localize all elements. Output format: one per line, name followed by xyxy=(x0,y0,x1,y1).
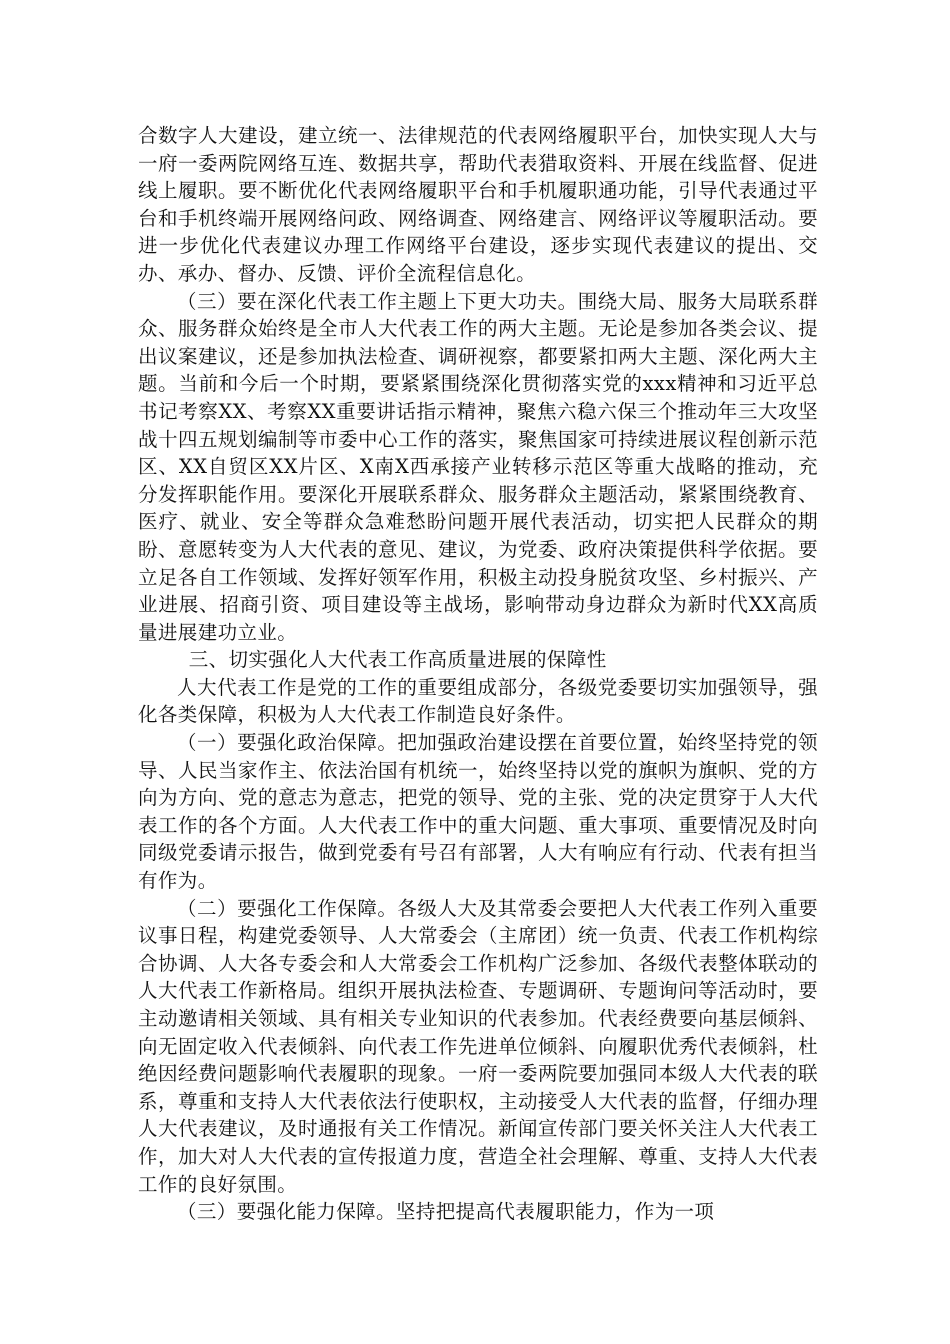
paragraph-work-guarantee: （二）要强化工作保障。各级人大及其常委会要把人大代表工作列入重要议事日程，构建党委领导、人大常委会（主席团）统一负责、代表工作机构综合协调、人大各专委会和人大常委会工作机构广泛参加、各级代表整体联动的人大代表工作新格局。组织开展执法检查、专题调研、专题询问等活动时，要主动邀请相关领域、具有相关专业知识的代表参加。代表经费要向基层倾斜、向无固定收入代表倾斜、向代表工作先进单位倾斜、向履职优秀代表倾斜，杜绝因经费问题影响代表履职的现象。一府一委两院要加强同本级人大代表的联系，尊重和支持人大代表依法行使职权，主动接受人大代表的监督，仔细办理人大代表建议，及时通报有关工作情况。新闻宣传部门要关怀关注人大代表工作，加大对人大代表的宣传报道力度，营造全社会理解、尊重、支持人大代表工作的良好氛围。 xyxy=(138,896,818,1196)
section-heading-guarantee: 三、切实强化人大代表工作高质量进展的保障性 xyxy=(188,648,607,672)
paragraph-representative-theme: （三）要在深化代表工作主题上下更大功夫。围绕大局、服务大局联系群众、服务群众始终是全市人大代表工作的两大主题。无论是参加各类会议、提出议案建议，还是参加执法检查、调研视察，都要紧扣两大主题、深化两大主题。当前和今后一个时期，要紧紧围绕深化贯彻落实党的xxx精神和习近平总书记考察XX、考察XX重要讲话指示精神，聚焦六稳六保三个推动年三大攻坚战十四五规划编制等市委中心工作的落实，聚焦国家可持续进展议程创新示范区、XX自贸区XX片区、X南X西承接产业转移示范区等重大战略的推动，充分发挥职能作用。要深化开展联系群众、服务群众主题活动，紧紧围绕教育、医疗、就业、安全等群众急难愁盼问题开展代表活动，切实把人民群众的期盼、意愿转变为人大代表的意见、建议，为党委、政府决策提供科学依据。要立足各自工作领域、发挥好领军作用，积极主动投身脱贫攻坚、乡村振兴、产业进展、招商引资、项目建设等主战场，影响带动身边群众为新时代XX高质量进展建功立业。 xyxy=(138,289,818,644)
paragraph-political-guarantee: （一）要强化政治保障。把加强政治建设摆在首要位置，始终坚持党的领导、人民当家作主、依法治国有机统一，始终坚持以党的旗帜为旗帜、党的方向为方向、党的意志为意志，把党的领导、党的主张、党的决定贯穿于人大代表工作的各个方面。人大代表工作中的重大问题、重大事项、重要情况及时向同级党委请示报告，做到党委有号召有部署，人大有响应有行动、代表有担当有作为。 xyxy=(138,731,818,893)
paragraph-capability-guarantee: （三）要强化能力保障。坚持把提高代表履职能力，作为一项 xyxy=(177,1200,715,1224)
paragraph-continuation: 合数字人大建设，建立统一、法律规范的代表网络履职平台，加快实现人大与一府一委两院网络互连、数据共享，帮助代表猎取资料、开展在线监督、促进线上履职。要不断优化代表网络履职平台和手机履职通功能，引导代表通过平台和手机终端开展网络问政、网络调查、网络建言、网络评议等履职活动。要进一步优化代表建议办理工作网络平台建设，逐步实现代表建议的提出、交办、承办、督办、反馈、评价全流程信息化。 xyxy=(138,124,818,285)
paragraph-guarantee-intro: 人大代表工作是党的工作的重要组成部分，各级党委要切实加强领导，强化各类保障，积极为人大代表工作制造良好条件。 xyxy=(138,675,818,727)
document-body xyxy=(138,122,818,1226)
